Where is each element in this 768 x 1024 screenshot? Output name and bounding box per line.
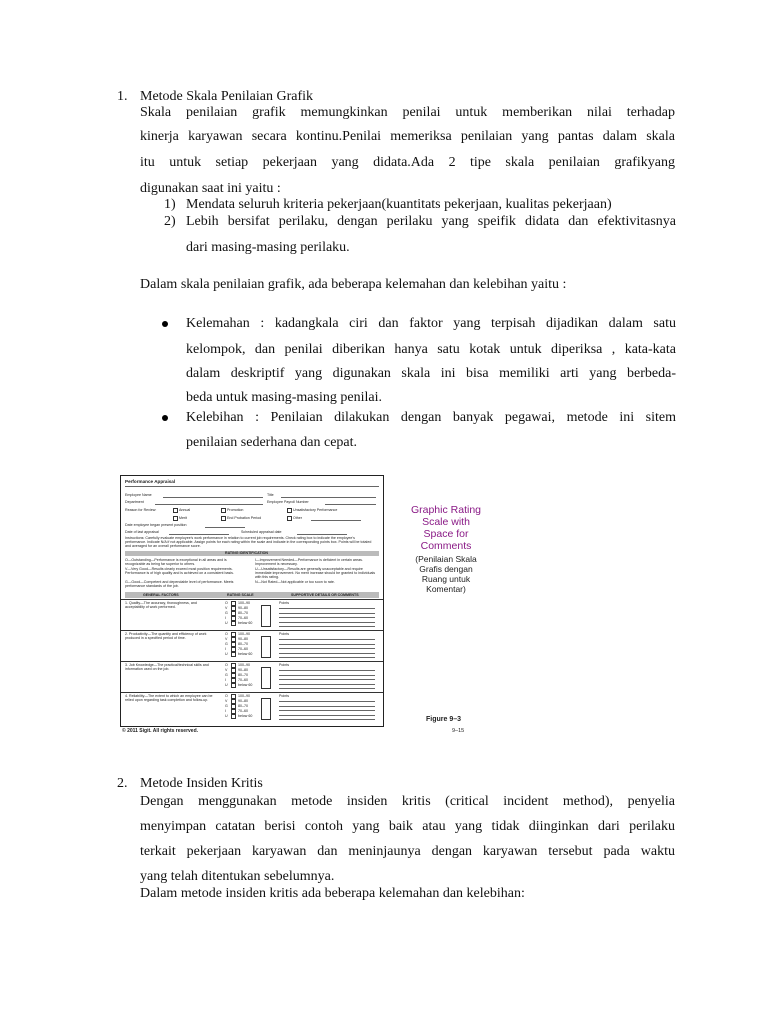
bullet-line: Kelemahan : kadangkala ciri dan faktor yang terpisah dijadikan dalam satu xyxy=(186,316,676,331)
scale-letter: O xyxy=(225,663,228,667)
section-2-paragraph-line: menyimpan catatan berisi contoh yang baik atau yang tidak diinginkan dari perilaku xyxy=(140,819,675,834)
scale-letter: V xyxy=(225,668,228,672)
rating-identification-header: RATING IDENTIFICATION xyxy=(225,551,268,555)
scale-value: 80–70 xyxy=(238,673,248,677)
points-label: Points xyxy=(279,694,289,698)
factor-name: 1. Quality—The accuracy, thoroughness, and acceptability of work performed. xyxy=(125,601,197,609)
table-header: RATING SCALE xyxy=(227,593,254,597)
scale-letter: U xyxy=(225,714,228,718)
factor-divider xyxy=(121,630,383,631)
points-box xyxy=(261,698,271,720)
figure-copyright: © 2011 Sigit. All rights reserved. xyxy=(122,728,199,734)
points-label: Points xyxy=(279,663,289,667)
rating-definition: U—Unsatisfactory—Results are generally unacceptable and require immediate improvement. No merit increase should be granted to individuals with this rating. xyxy=(255,567,376,579)
figure-caption-subtitle xyxy=(396,554,496,594)
rating-definition: N—Not Rated—Not applicable or too soon to rate. xyxy=(255,580,335,584)
figure-page-number: 9–15 xyxy=(452,728,465,734)
scale-letter: I xyxy=(225,678,226,682)
scale-letter: U xyxy=(225,652,228,656)
comment-line xyxy=(279,644,375,645)
section-2-paragraph-line: Dengan menggunakan metode insiden kritis (critical incident method), penyelia xyxy=(140,794,675,809)
rating-checkbox xyxy=(231,652,236,657)
scale-value: 100–90 xyxy=(238,663,250,667)
form-field-label: Unsatisfactory Performance xyxy=(293,508,338,512)
comment-line xyxy=(279,657,375,658)
figure-caption-title xyxy=(396,504,496,552)
caption-title-line: Scale with xyxy=(422,516,470,528)
bullet-icon xyxy=(162,415,168,421)
section-2-number: 2. xyxy=(117,776,128,791)
section-2-last-line: Dalam metode insiden kritis ada beberapa kelemahan dan kelebihan: xyxy=(140,886,525,901)
comment-line xyxy=(279,719,375,720)
section-1-paragraph-line: kinerja karyawan secara kontinu.Penilai memeriksa penilaian yang pantas dalam skala xyxy=(140,129,675,144)
form-field-label: Other xyxy=(293,516,302,520)
scale-value: 80–70 xyxy=(238,611,248,615)
rating-definition: G—Good—Competent and dependable level of performance. Meets performance standards of the job. xyxy=(125,580,234,588)
table-header: SUPPORTIVE DETAILS OR COMMENTS xyxy=(291,593,359,597)
scale-letter: U xyxy=(225,621,228,625)
caption-title-line: Comments xyxy=(420,540,472,552)
scale-letter: G xyxy=(225,642,228,646)
form-instructions: Instructions: Carefully evaluate employee's work performance in relation to current job requirements. Check rating box to indicate the employee's performance. Indicate N/A if not applicable. Assign points for each rating within the scale and indicate in the corresponding points box. Points will be totaled and averaged for an overall performance score. xyxy=(125,536,372,549)
factor-name: 2. Productivity—The quantity and efficiency of work produced in a specified period of time. xyxy=(125,632,207,640)
type-number: 1) xyxy=(164,197,176,212)
form-field-label: End Probation Period xyxy=(227,516,262,520)
points-box xyxy=(261,605,271,627)
scale-letter: G xyxy=(225,673,228,677)
form-field-label: Promotion xyxy=(227,508,244,512)
caption-subtitle-line: Ruang untuk xyxy=(421,574,471,584)
factor-name: 4. Reliability—The extent to which an employee can be relied upon regarding task completion and follow-up. xyxy=(125,694,213,702)
scale-letter: U xyxy=(225,683,228,687)
bullet-line: Kelebihan : Penilaian dilakukan dengan banyak pegawai, metode ini sitem xyxy=(186,410,676,425)
section-2-paragraph-line: yang telah ditentukan sebelumnya. xyxy=(140,869,335,884)
form-field-label: Annual xyxy=(179,508,191,512)
form-field-label: Merit xyxy=(179,516,187,520)
scale-letter: I xyxy=(225,647,226,651)
type-item-text: Lebih bersifat perilaku, dengan perilaku yang speifik didata dan efektivitasnya xyxy=(186,214,676,229)
comment-line xyxy=(279,608,375,609)
form-field-label: Scheduled appraisal date xyxy=(241,530,282,534)
scale-value: 90–80 xyxy=(238,606,248,610)
rating-checkbox xyxy=(231,683,236,688)
factor-divider xyxy=(121,692,383,693)
scale-value: 70–60 xyxy=(238,647,248,651)
bullet-line: beda untuk masing-masing penilai. xyxy=(186,390,382,405)
rating-checkbox xyxy=(231,621,236,626)
scale-letter: G xyxy=(225,704,228,708)
comment-line xyxy=(279,670,375,671)
points-label: Points xyxy=(279,601,289,605)
scale-value: 80–70 xyxy=(238,704,248,708)
rating-definition: I—Improvement Needed—Performance is deficient in certain areas. Improvement is necessary. xyxy=(255,558,363,566)
factor-divider xyxy=(121,661,383,662)
section-1-paragraph-line: Skala penilaian grafik memungkinkan penilai untuk memberikan nilai terhadap xyxy=(140,105,675,120)
section-1-paragraph-line: itu untuk setiap pekerjaan yang didata.Ada 2 tipe skala penilaian grafikyang xyxy=(140,155,675,170)
caption-title-line: Space for xyxy=(423,528,469,540)
comment-line xyxy=(279,626,375,627)
rating-definition: V—Very Good—Results clearly exceed most position requirements. Performance is of high quality and is achieved on a consistent basis. xyxy=(125,567,234,575)
comment-line xyxy=(279,715,375,716)
comment-line xyxy=(279,622,375,623)
scale-value: 90–80 xyxy=(238,699,248,703)
scale-letter: I xyxy=(225,709,226,713)
scale-letter: V xyxy=(225,637,228,641)
comment-line xyxy=(279,701,375,702)
scale-value: below 60 xyxy=(238,621,253,625)
form-field-label: Title xyxy=(267,493,274,497)
section-2-paragraph-line: terkait pekerjaan karyawan dan meninjaunya dengan karyawan tersebut pada waktu xyxy=(140,844,675,859)
points-box xyxy=(261,667,271,689)
scale-letter: G xyxy=(225,611,228,615)
scale-value: 90–80 xyxy=(238,668,248,672)
type-item-text: dari masing-masing perilaku. xyxy=(186,240,350,255)
scale-value: 70–60 xyxy=(238,678,248,682)
form-title: Performance Appraisal xyxy=(125,479,176,484)
type-item-text: Mendata seluruh kriteria pekerjaan(kuantitats pekerjaan, kualitas pekerjaan) xyxy=(186,197,612,212)
comment-line xyxy=(279,653,375,654)
form-field-label: Reason for Review: xyxy=(125,508,157,512)
bullet-icon xyxy=(162,321,168,327)
scale-letter: V xyxy=(225,699,228,703)
appraisal-form-image xyxy=(120,475,384,727)
caption-subtitle-line: (Penilaian Skala xyxy=(415,554,477,564)
comment-line xyxy=(279,710,375,711)
section-1-title: Metode Skala Penilaian Grafik xyxy=(140,89,314,104)
scale-value: below 60 xyxy=(238,714,253,718)
scale-value: 80–70 xyxy=(238,642,248,646)
comment-line xyxy=(279,684,375,685)
comment-line xyxy=(279,706,375,707)
comment-line xyxy=(279,617,375,618)
scale-value: 70–60 xyxy=(238,709,248,713)
factor-divider xyxy=(121,599,383,600)
comment-line xyxy=(279,679,375,680)
form-field-label: Employee Payroll Number xyxy=(267,500,309,504)
caption-subtitle-line: Komentar) xyxy=(426,584,466,594)
comment-line xyxy=(279,613,375,614)
bullet-line: kelompok, dan penilai diberikan hanya satu kotak untuk diperiksa , kata-kata xyxy=(186,342,676,357)
scale-value: below 60 xyxy=(238,683,253,687)
section-1-paragraph-line: digunakan saat ini yaitu : xyxy=(140,181,281,196)
scale-value: 70–60 xyxy=(238,616,248,620)
scale-value: 90–80 xyxy=(238,637,248,641)
scale-value: below 60 xyxy=(238,652,253,656)
points-box xyxy=(261,636,271,658)
comment-line xyxy=(279,688,375,689)
scale-letter: V xyxy=(225,606,228,610)
section-1-intro: Dalam skala penilaian grafik, ada beberapa kelemahan dan kelebihan yaitu : xyxy=(140,277,567,292)
scale-letter: I xyxy=(225,616,226,620)
form-field-label: Date of last appraisal xyxy=(125,530,159,534)
table-header: GENERAL FACTORS xyxy=(143,593,179,597)
caption-title-line: Graphic Rating xyxy=(410,504,482,516)
bullet-line: penilaian sederhana dan cepat. xyxy=(186,435,358,450)
rating-definition: O—Outstanding—Performance is exceptional in all areas and is recognizable as being far superior to others. xyxy=(125,558,227,566)
scale-letter: O xyxy=(225,601,228,605)
scale-letter: O xyxy=(225,694,228,698)
comment-line xyxy=(279,639,375,640)
points-label: Points xyxy=(279,632,289,636)
form-field-label: Employee Name xyxy=(125,493,152,497)
figure-number: Figure 9–3 xyxy=(426,716,462,723)
scale-letter: O xyxy=(225,632,228,636)
section-1-number: 1. xyxy=(117,89,128,104)
section-2-title: Metode Insiden Kritis xyxy=(140,776,263,791)
type-number: 2) xyxy=(164,214,176,229)
scale-value: 100–90 xyxy=(238,601,250,605)
form-field-label: Date employee began present position xyxy=(125,523,187,527)
form-field-label: Department xyxy=(125,500,144,504)
rating-checkbox xyxy=(231,714,236,719)
comment-line xyxy=(279,648,375,649)
scale-value: 100–90 xyxy=(238,632,250,636)
factor-name: 3. Job Knowledge—The practical/technical skills and information used on the job. xyxy=(125,663,209,671)
scale-value: 100–90 xyxy=(238,694,250,698)
comment-line xyxy=(279,675,375,676)
caption-subtitle-line: Grafis dengan xyxy=(419,564,473,574)
bullet-line: dalam deskriptif yang digunakan skala ini bisa memiliki arti yang berbeda- xyxy=(186,366,676,381)
